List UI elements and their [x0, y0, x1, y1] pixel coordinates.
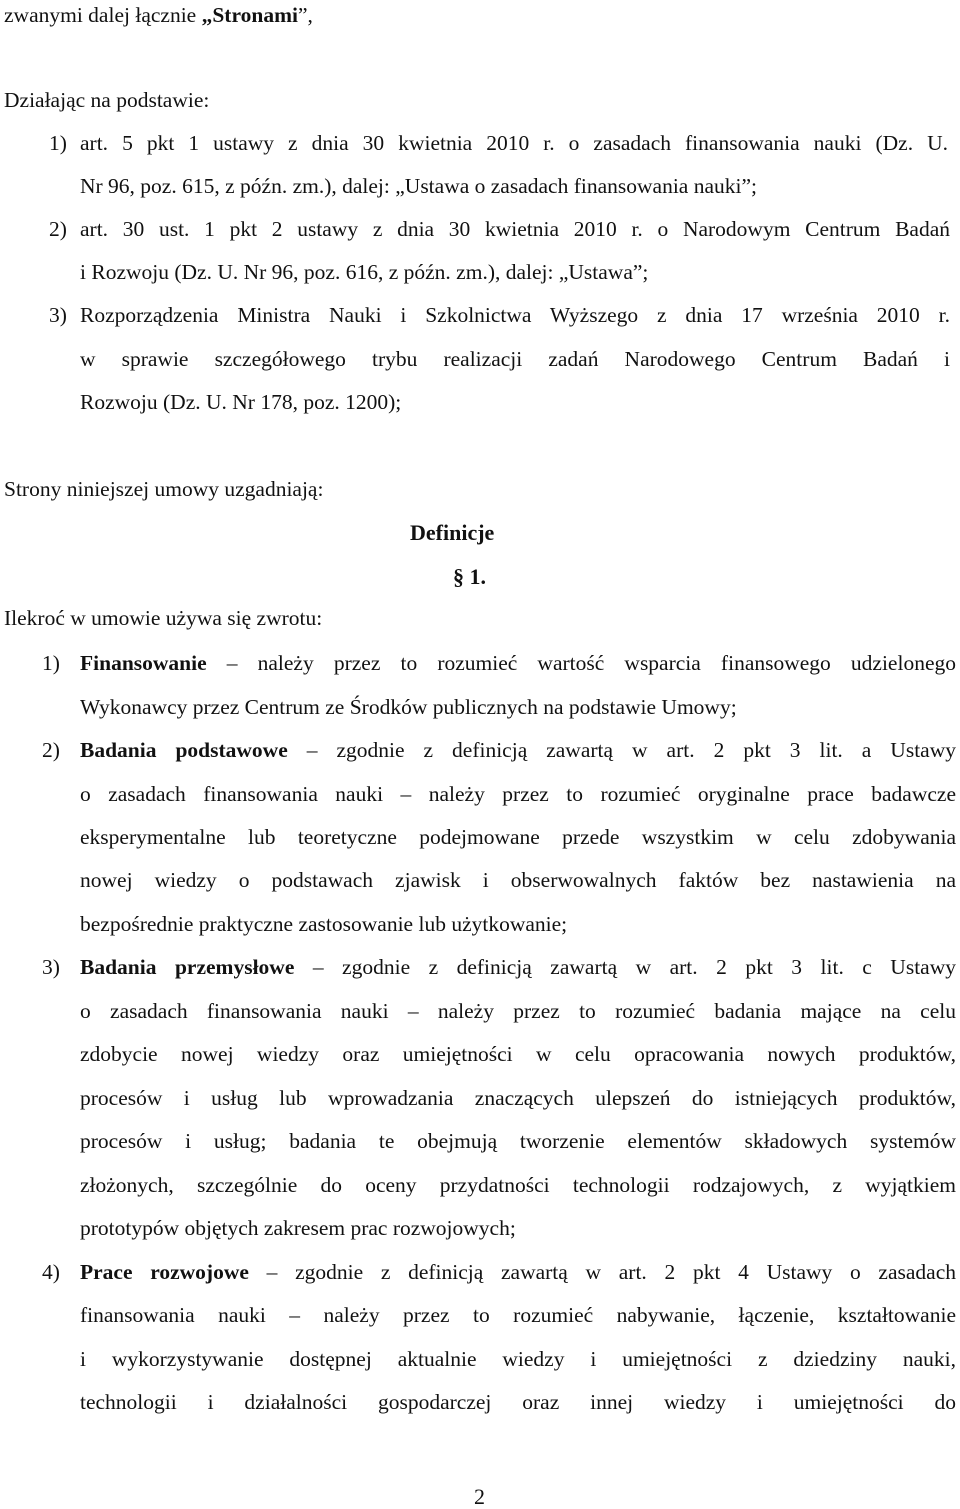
basis-item-number: 2) [49, 217, 67, 241]
definition-line: procesów i usług lub wprowadzania znaczących ulepszeń do istniejących produktów, [80, 1086, 956, 1110]
definition-text: – zgodnie z definicją zawartą w art. 2 pkt 3 lit. a Ustawy [287, 738, 956, 762]
definition-line: finansowania nauki – należy przez to rozumieć nabywanie, łączenie, kształtowanie [80, 1303, 956, 1327]
basis-item-line: w sprawie szczegółowego trybu realizacji zadań Narodowego Centrum Badań i [80, 347, 950, 371]
definition-line: procesów i usług; badania te obejmują tworzenie elementów składowych systemów [80, 1129, 956, 1153]
definition-line: bezpośrednie praktyczne zastosowanie lub użytkowanie; [80, 912, 568, 936]
basis-item-line: Rozporządzenia Ministra Nauki i Szkolnictwa Wyższego z dnia 17 września 2010 r. [80, 303, 950, 327]
definition-term: Prace rozwojowe [80, 1260, 249, 1284]
basis-label: Działając na podstawie: [4, 88, 210, 112]
basis-item-number: 3) [49, 303, 67, 327]
basis-item-line: art. 30 ust. 1 pkt 2 ustawy z dnia 30 kwietnia 2010 r. o Narodowym Centrum Badań [80, 217, 950, 241]
definition-term: Badania podstawowe [80, 738, 288, 762]
definition-first-line [80, 740, 956, 762]
definition-line: złożonych, szczególnie do oceny przydatności technologii rodzajowych, z wyjątkiem [80, 1173, 956, 1197]
definition-line: prototypów objętych zakresem prac rozwojowych; [80, 1216, 516, 1240]
definition-line: Wykonawcy przez Centrum ze Środków publicznych na podstawie Umowy; [80, 695, 737, 719]
section-title: Definicje [410, 520, 495, 545]
page-number: 2 [474, 1484, 485, 1509]
definition-text: – należy przez to rozumieć wartość wsparcia finansowego udzielonego [206, 651, 956, 675]
definition-line: technologii i działalności gospodarczej oraz innej wiedzy i umiejętności do [80, 1390, 956, 1414]
basis-item-line: art. 5 pkt 1 ustawy z dnia 30 kwietnia 2010 r. o zasadach finansowania nauki (Dz. U. [80, 131, 948, 155]
definition-line: nowej wiedzy o podstawach zjawisk i obserwowalnych faktów bez nastawienia na [80, 868, 956, 892]
section-lead: Ilekroć w umowie używa się zwrotu: [4, 606, 323, 630]
definition-first-line [80, 1262, 956, 1284]
definition-number: 3) [42, 955, 60, 979]
parties-prefix: zwanymi dalej łącznie [4, 3, 202, 27]
definition-number: 1) [42, 651, 60, 675]
definition-line: o zasadach finansowania nauki – należy przez to rozumieć badania mające na celu [80, 999, 956, 1023]
definition-text: – zgodnie z definicją zawartą w art. 2 pkt 3 lit. c Ustawy [294, 955, 956, 979]
definition-term: Badania przemysłowe [80, 955, 295, 979]
basis-item-line: i Rozwoju (Dz. U. Nr 96, poz. 616, z późn. zm.), dalej: „Ustawa”; [80, 260, 649, 284]
basis-item-line: Nr 96, poz. 615, z późn. zm.), dalej: „Ustawa o zasadach finansowania nauki”; [80, 174, 758, 198]
definition-line: zdobycie nowej wiedzy oraz umiejętności w celu opracowania nowych produktów, [80, 1042, 956, 1066]
basis-item-line: Rozwoju (Dz. U. Nr 178, poz. 1200); [80, 390, 402, 414]
definition-line: i wykorzystywanie dostępnej aktualnie wiedzy i umiejętności z dziedziny nauki, [80, 1347, 956, 1371]
agreement-line: Strony niniejszej umowy uzgadniają: [4, 477, 324, 501]
parties-line [4, 5, 313, 27]
parties-suffix: ”, [297, 3, 313, 27]
definition-number: 2) [42, 738, 60, 762]
definition-line: eksperymentalne lub teoretyczne podejmowane przede wszystkim w celu zdobywania [80, 825, 956, 849]
section-paragraph: § 1. [453, 564, 486, 589]
definition-line: o zasadach finansowania nauki – należy przez to rozumieć oryginalne prace badawcze [80, 782, 956, 806]
definition-number: 4) [42, 1260, 60, 1284]
definition-term: Finansowanie [80, 651, 207, 675]
definition-first-line [80, 653, 956, 675]
definition-text: – zgodnie z definicją zawartą w art. 2 pkt 4 Ustawy o zasadach [248, 1260, 956, 1284]
parties-bold: „Stronami [201, 3, 298, 27]
basis-item-number: 1) [49, 131, 67, 155]
definition-first-line [80, 957, 956, 979]
